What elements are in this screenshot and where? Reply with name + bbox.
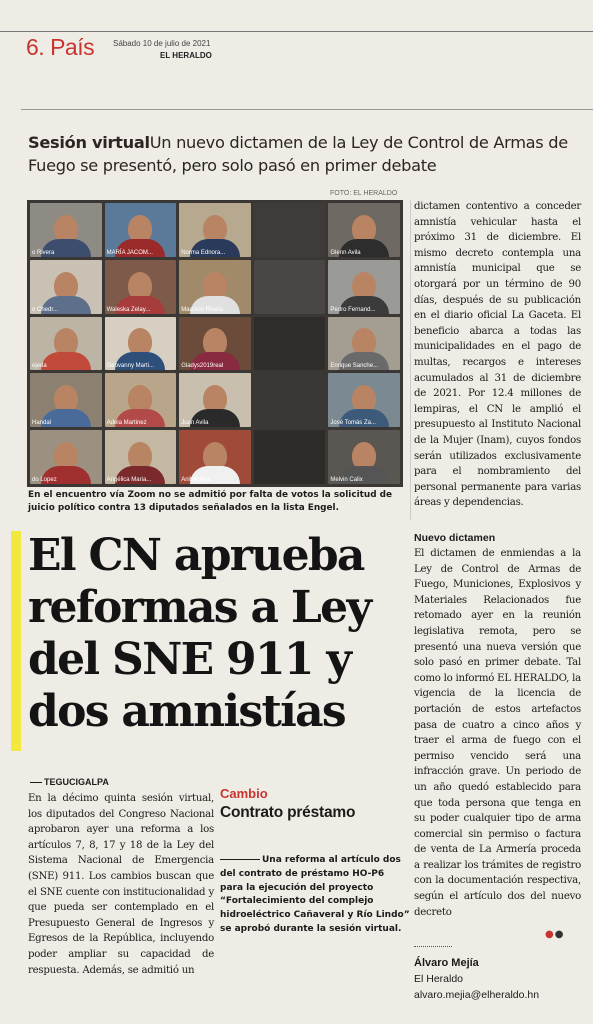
participant-tile bbox=[179, 203, 251, 257]
top-rule bbox=[0, 31, 593, 32]
highlight-bar bbox=[11, 531, 21, 751]
participant-tile bbox=[179, 317, 251, 371]
participant-name: Handal bbox=[32, 420, 52, 427]
participant-tile bbox=[105, 203, 177, 257]
participant-tile bbox=[105, 317, 177, 371]
participant-tile bbox=[254, 430, 326, 484]
dateline: TEGUCIGALPA bbox=[30, 777, 109, 787]
column-divider bbox=[410, 200, 411, 520]
participant-name: Glenn Avila bbox=[330, 249, 361, 256]
participant-name: o Rivera bbox=[32, 249, 55, 256]
participant-tile bbox=[328, 317, 400, 371]
participant-name: o Chedr... bbox=[32, 306, 59, 313]
header-divider bbox=[21, 109, 593, 110]
participant-tile bbox=[105, 260, 177, 314]
participant-tile bbox=[179, 430, 251, 484]
zoom-meeting-photo bbox=[27, 200, 403, 487]
issue-date: Sábado 10 de julio de 2021 bbox=[113, 39, 211, 48]
participant-tile bbox=[30, 260, 102, 314]
participant-name: Enrique Sanche... bbox=[330, 363, 379, 370]
subhead-nuevo-dictamen: Nuevo dictamen bbox=[414, 532, 496, 544]
photo-credit: FOTO: EL HERALDO bbox=[330, 190, 398, 197]
participant-name: ejeda bbox=[32, 363, 47, 370]
participant-tile bbox=[30, 203, 102, 257]
participant-name: Gladys2019real bbox=[181, 363, 224, 370]
participant-tile bbox=[328, 260, 400, 314]
newspaper-name: EL HERALDO bbox=[160, 51, 212, 60]
author-name: Álvaro Mejía bbox=[414, 957, 479, 969]
participant-tile bbox=[30, 317, 102, 371]
participant-name: Geovanny Marti... bbox=[106, 363, 154, 370]
author-email: alvaro.mejia@elheraldo.hn bbox=[414, 989, 540, 1001]
participant-torso bbox=[41, 352, 91, 370]
article-column-1: En la décimo quinta sesión virtual, los diputados del Congreso Nacional aprobaron ayer una reforma a los artículos 7, 8, 17 y 18 de la Ley del Sistema Nacional de Emergencia (SNE) 911. Los cambios buscan que el SNE cuente con institucionalidad y que pueda ser contemplado en el Presupuesto General de Ingresos y Egresos de la República, incluyendo poder ampliar su capacidad de respuesta. Además, se admitió un bbox=[28, 793, 214, 976]
participant-tile bbox=[328, 203, 400, 257]
main-headline: El CN aprueba reformas a Ley del SNE 911 y dos amnistías bbox=[28, 530, 371, 737]
participant-tile bbox=[254, 373, 326, 427]
author-outlet: El Heraldo bbox=[414, 973, 464, 985]
participant-tile bbox=[328, 430, 400, 484]
participant-name: MARÍA JACOM... bbox=[106, 249, 153, 256]
kicker-headline bbox=[28, 131, 588, 177]
participant-name: Norma Ednora... bbox=[181, 249, 226, 256]
sidebar-body bbox=[220, 854, 410, 937]
sidebar-dash bbox=[220, 859, 260, 860]
participant-name: Juan Avila bbox=[181, 420, 209, 427]
article-column-3-top: dictamen contentivo a conceder amnistía vehicular hasta el próximo 31 de diciembre. El mismo decreto contempla una amnistía municipal que se otorgará por un término de 90 días, después de su publicación en el diario oficial La Gaceta. El beneficio abarca a todas las municipalidades en el pago de multas, recargos e intereses acumulados al 31 de diciembre de 2021. Por 12.4 millones de lempiras, el CN le amplió el presupuesto al Instituto Nacional de la Mujer (Inam), cuyos fondos serán utilizados exclusivamente para el nombramiento del personal permanente para varias áreas y dependencias. bbox=[414, 201, 581, 509]
sidebar-text: Una reforma al artículo dos del contrato de préstamo HO-P6 para la ejecución del proyecto “Fortalecimiento del complejo hidroeléctrico Cañaveral y Río Lindo” se aprobó durante la sesión virtual. bbox=[220, 855, 410, 934]
participant-tile bbox=[254, 260, 326, 314]
participant-name: Angélica Maria... bbox=[106, 476, 152, 483]
participant-tile bbox=[254, 317, 326, 371]
participant-name: Adela Martinez bbox=[106, 420, 147, 427]
participant-tile bbox=[328, 373, 400, 427]
participant-name: do Lopez bbox=[32, 476, 57, 483]
signature-rule bbox=[414, 946, 452, 947]
participant-name: José Tomás Za... bbox=[330, 420, 376, 427]
participant-name: Waleska Zelay... bbox=[106, 306, 151, 313]
participant-name: Mauricio Rivera bbox=[181, 306, 223, 313]
photo-caption: En el encuentro vía Zoom no se admitió por falta de votos la solicitud de juicio político contra 13 diputados señalados en la lista Engel. bbox=[28, 490, 393, 513]
participant-tile bbox=[105, 373, 177, 427]
participant-tile bbox=[254, 203, 326, 257]
end-mark: ●● bbox=[545, 929, 565, 940]
article-column-3-bottom: El dictamen de enmiendas a la Ley de Control de Armas de Fuego, Municiones, Explosivos y Materiales Relacionados fue retomado ayer en la reunión legislativa remota, pero se presentó una nueva versión que solo pasó en primer debate. Tal como lo informó EL HERALDO, la vigencia de la licencia de portación de estos artefactos pasa de cuatro a cinco años y traer el arma de fuego con el permiso vencido será una infracción grave. Un periodo de un año quedó establecido para que toda persona que tenga en su poder cualquier tipo de arma comercial sin permiso o factura de venta de La Armería proceda a realizar los trámites de registro con la documentación respectiva, según el artículo dos del nuevo decreto bbox=[414, 548, 581, 918]
participant-tile bbox=[105, 430, 177, 484]
participant-name: Pedro Fernand... bbox=[330, 306, 376, 313]
participant-tile bbox=[30, 373, 102, 427]
participant-tile bbox=[179, 373, 251, 427]
sidebar-title: Contrato préstamo bbox=[220, 804, 356, 821]
participant-name: Anibal Mila bbox=[181, 476, 211, 483]
participant-tile bbox=[30, 430, 102, 484]
participant-name: Melvin Calix bbox=[330, 476, 363, 483]
kicker-text: Un nuevo dictamen de la Ley de Control de Armas de Fuego se presentó, pero solo pasó en primer debate bbox=[28, 133, 568, 175]
kicker-lead: Sesión virtual bbox=[28, 133, 150, 152]
participant-grid bbox=[27, 200, 403, 487]
section-label: 6. País bbox=[26, 34, 95, 60]
participant-tile bbox=[179, 260, 251, 314]
sidebar-tag: Cambio bbox=[220, 786, 268, 801]
